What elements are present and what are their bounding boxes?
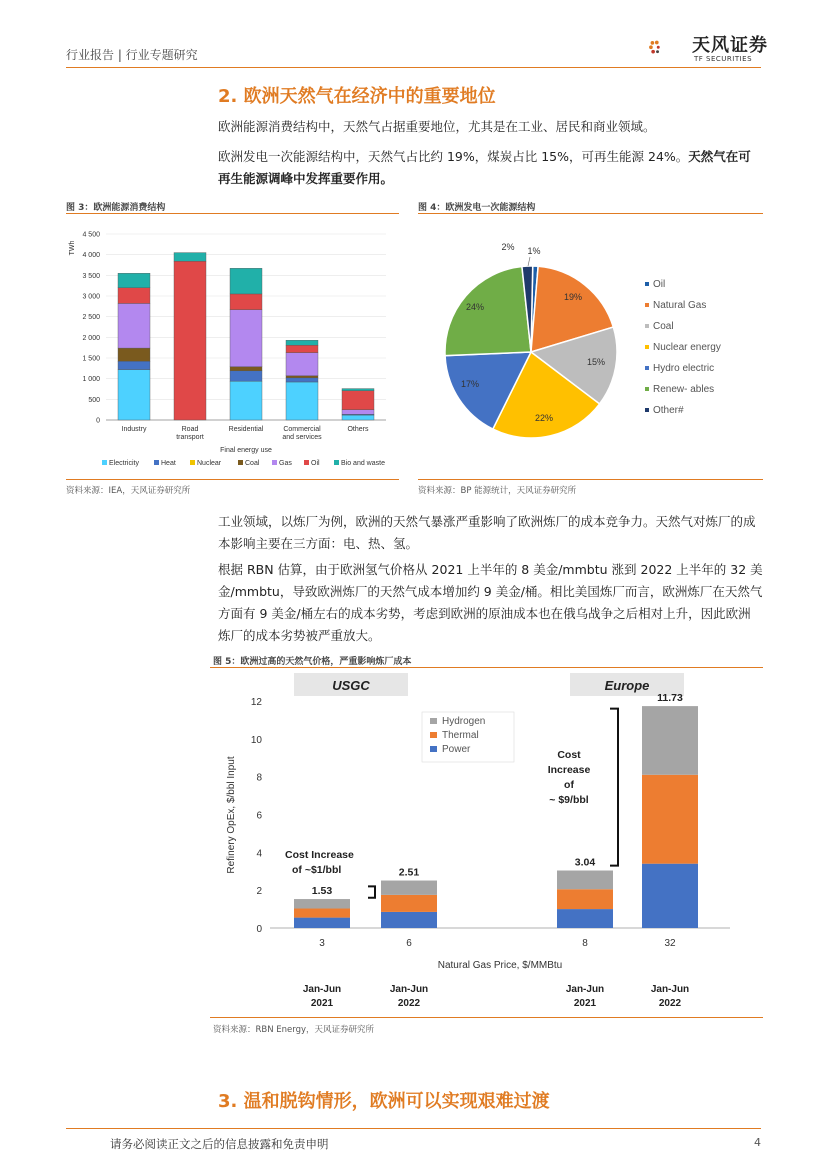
y-tick-label: 1 500 (82, 355, 100, 363)
period-label: Jan-Jun (650, 984, 690, 995)
legend-swatch (430, 732, 437, 738)
bar-segment-heat (118, 361, 150, 369)
x-tick-label: 32 (664, 938, 676, 949)
paragraph (218, 146, 763, 190)
bar-segment-hydrogen (557, 870, 613, 889)
x-tick-label: 6 (406, 938, 412, 949)
bar-segment-electricity (118, 370, 150, 420)
bar-segment-electricity (286, 382, 318, 420)
annotation-text: Increase (547, 764, 591, 776)
figure-divider (210, 1017, 763, 1018)
legend-label: Renew- ables (653, 384, 715, 395)
y-tick-label: 4 000 (82, 252, 100, 260)
bar-segment-oil (342, 391, 374, 410)
legend-swatch (430, 718, 437, 724)
y-tick-label: 8 (256, 772, 262, 784)
y-tick-label: 12 (250, 697, 262, 708)
bar-segment-thermal (557, 889, 613, 909)
x-tick-label: Residential (228, 426, 264, 433)
bar-segment-coal (118, 348, 150, 361)
data-label: 11.73 (657, 692, 683, 705)
annotation-text: of ~$1/bbl (292, 864, 342, 876)
period-label: Jan-Jun (389, 984, 429, 995)
y-tick-label: 0 (96, 417, 100, 425)
group-header: USGC (332, 678, 370, 693)
leader-line (528, 257, 530, 266)
legend-swatch (238, 460, 243, 465)
figure-divider (418, 213, 763, 214)
data-label: 3.04 (574, 856, 596, 869)
energy-consumption-chart (66, 220, 399, 475)
y-tick-label: 2 (256, 886, 262, 898)
legend-swatch (645, 282, 649, 286)
legend-swatch (304, 460, 309, 465)
bar-segment-oil (286, 345, 318, 352)
annotation-text: Cost Increase (285, 849, 354, 861)
legend-label: Thermal (442, 730, 479, 741)
bar-segment-hydrogen (381, 881, 437, 895)
bar-segment-bio-and-waste (286, 340, 318, 345)
period-label: 2022 (397, 998, 421, 1009)
x-tick-label: 3 (319, 938, 325, 949)
y-tick-label: 4 500 (82, 231, 100, 239)
annotation-text: of (564, 779, 574, 791)
pie-slice-label: 1% (527, 246, 541, 256)
period-label: 2021 (573, 998, 597, 1009)
legend-swatch (645, 303, 649, 307)
bar-segment-coal (286, 376, 318, 378)
page-number: 4 (754, 1136, 761, 1149)
x-axis-label: Final energy use (220, 447, 272, 454)
figure-divider (418, 479, 763, 480)
legend-label: Heat (161, 460, 176, 467)
legend-swatch (102, 460, 107, 465)
x-tick-label: Others (347, 426, 369, 433)
legend-swatch (154, 460, 159, 465)
legend-swatch (645, 387, 649, 391)
period-label: 2021 (310, 998, 334, 1009)
bar-segment-bio-and-waste (118, 273, 150, 287)
legend-label: Oil (653, 279, 666, 290)
bar-segment-oil (118, 288, 150, 304)
y-tick-label: 3 000 (82, 293, 100, 301)
figure-title: 图 4：欧洲发电一次能源结构 (418, 203, 536, 213)
bar-segment-power (642, 864, 698, 928)
figure-title: 图 5：欧洲过高的天然气价格，严重影响炼厂成本 (213, 657, 412, 667)
y-tick-label: 1 000 (82, 376, 100, 384)
bar-segment-gas (286, 353, 318, 376)
figure-source: 资料来源：IEA，天风证券研究所 (66, 486, 191, 496)
data-label: 2.51 (398, 866, 420, 879)
pie-slice-renew-ables (445, 266, 531, 355)
figure-title: 图 3：欧洲能源消费结构 (66, 203, 166, 213)
y-tick-label: 4 (256, 848, 262, 860)
y-tick-label: 500 (88, 396, 100, 404)
bar-segment-thermal (381, 895, 437, 912)
paragraph: 根据 RBN 估算，由于欧洲氢气价格从 2021 上半年的 8 美金/mmbtu 涨到 2022 上半年的 32 美金/mmbtu，导致欧洲炼厂的天然气成本增加约 9 美金/桶。相比美国炼厂而言，欧洲炼厂在天然气方面有 9 美金/桶左右的成本劣势，考虑到欧洲的原油成本也在俄乌战争之后相对上升，因此欧洲炼厂的成本劣势被严重放大。 (218, 562, 763, 643)
bar-segment-hydrogen (294, 899, 350, 908)
y-tick-label: 3 500 (82, 272, 100, 280)
period-label: Jan-Jun (302, 984, 342, 995)
figure-divider (210, 667, 763, 668)
legend-label: Natural Gas (653, 300, 707, 311)
bar-segment-bio-and-waste (174, 253, 206, 262)
period-label: 2022 (658, 998, 682, 1009)
bar-segment-bio-and-waste (230, 268, 262, 294)
bar-segment-thermal (642, 775, 698, 864)
pie-slice-label: 17% (460, 379, 480, 389)
bar-segment-gas (118, 303, 150, 348)
x-tick-label: Commercial (283, 426, 321, 433)
paragraph-bold: 天然气在可再生能源调峰中发挥重要作用。 (218, 149, 751, 186)
annotation-bracket (610, 709, 618, 866)
x-tick-label: Road (181, 426, 199, 433)
legend-swatch (430, 746, 437, 752)
logo-text: 天风证券 (692, 35, 768, 56)
y-tick-label: 6 (256, 810, 262, 822)
x-tick-label: and services (282, 434, 322, 441)
bar-segment-power (381, 912, 437, 928)
bar-segment-oil (230, 294, 262, 310)
figure-source: 资料来源：BP 能源统计，天风证券研究所 (418, 486, 577, 496)
paragraph: 工业领域，以炼厂为例，欧洲的天然气暴涨严重影响了欧洲炼厂的成本竞争力。天然气对炼厂的成本影响主要在三方面：电、热、氢。 (218, 514, 756, 551)
legend-label: Oil (311, 460, 320, 467)
y-axis-label: Refinery OpEx, $/bbl Input (226, 756, 237, 874)
bar-segment-electricity (342, 415, 374, 420)
legend-label: Bio and waste (341, 460, 385, 467)
figure-divider (66, 213, 399, 214)
data-label: 1.53 (311, 885, 333, 898)
section-title: 3. 温和脱钩情形，欧洲可以实现艰难过渡 (218, 1091, 550, 1112)
legend-label: Electricity (109, 460, 139, 467)
figure-divider (66, 479, 399, 480)
x-axis-label: Natural Gas Price, $/MMBtu (437, 960, 563, 971)
legend-swatch (645, 408, 649, 412)
y-tick-label: 0 (256, 924, 262, 935)
legend-swatch (190, 460, 195, 465)
legend-label: Gas (279, 460, 292, 467)
legend-label: Nuclear (197, 460, 222, 467)
x-tick-label: 8 (582, 938, 588, 949)
annotation-text: ~ $9/bbl (549, 794, 589, 806)
legend-swatch (645, 345, 649, 349)
period-label: Jan-Jun (565, 984, 605, 995)
x-tick-label: transport (176, 434, 204, 441)
paragraph-text: 欧洲发电一次能源结构中，天然气占比约 19%，煤炭占比 15%，可再生能源 24%。 (218, 149, 689, 164)
y-axis-label: TWh (69, 240, 76, 256)
bar-segment-gas (230, 310, 262, 367)
legend-label: Hydro electric (653, 363, 715, 374)
legend-swatch (645, 324, 649, 328)
header-breadcrumb: 行业报告 | 行业专题研究 (66, 48, 198, 62)
legend-label: Hydrogen (442, 716, 486, 727)
pie-slice-label: 24% (465, 302, 485, 312)
figure-source: 资料来源：RBN Energy，天风证券研究所 (213, 1025, 375, 1035)
bar-segment-power (294, 918, 350, 928)
legend-swatch (645, 366, 649, 370)
legend-label: Coal (653, 321, 674, 332)
pie-slice-label: 19% (563, 292, 583, 302)
paragraph: 欧洲能源消费结构中，天然气占据重要地位，尤其是在工业、居民和商业领域。 (218, 119, 656, 134)
pie-slice-label: 2% (501, 242, 515, 252)
bar-segment-heat (286, 378, 318, 382)
bar-segment-hydrogen (642, 706, 698, 775)
footer-disclaimer: 请务必阅读正文之后的信息披露和免责申明 (110, 1137, 329, 1151)
y-tick-label: 10 (250, 734, 262, 746)
bar-segment-gas (342, 410, 374, 415)
x-tick-label: Industry (121, 426, 147, 433)
bar-segment-electricity (230, 381, 262, 420)
footer-divider (66, 1128, 761, 1129)
bar-segment-coal (230, 367, 262, 371)
bar-segment-bio-and-waste (342, 389, 374, 391)
legend-label: Power (442, 744, 471, 755)
power-generation-pie-chart (418, 220, 763, 475)
pie-slice-label: 22% (534, 413, 554, 423)
bar-segment-thermal (294, 909, 350, 918)
legend-label: Coal (245, 460, 260, 467)
legend-swatch (334, 460, 339, 465)
annotation-bracket (368, 886, 375, 897)
logo-subtext: TF SECURITIES (694, 55, 753, 63)
y-tick-label: 2 500 (82, 314, 100, 322)
legend-swatch (272, 460, 277, 465)
legend-label: Other# (653, 405, 684, 416)
y-tick-label: 2 000 (82, 334, 100, 342)
refinery-opex-chart (210, 670, 763, 1015)
logo-mark-icon (648, 26, 692, 70)
legend-label: Nuclear energy (653, 342, 721, 353)
group-header: Europe (604, 678, 650, 693)
bar-segment-power (557, 909, 613, 928)
annotation-text: Cost (557, 749, 581, 761)
section-title: 2. 欧洲天然气在经济中的重要地位 (218, 86, 496, 107)
pie-slice-label: 15% (586, 357, 606, 367)
bar-segment-heat (230, 371, 262, 381)
bar-segment-oil (174, 261, 206, 420)
